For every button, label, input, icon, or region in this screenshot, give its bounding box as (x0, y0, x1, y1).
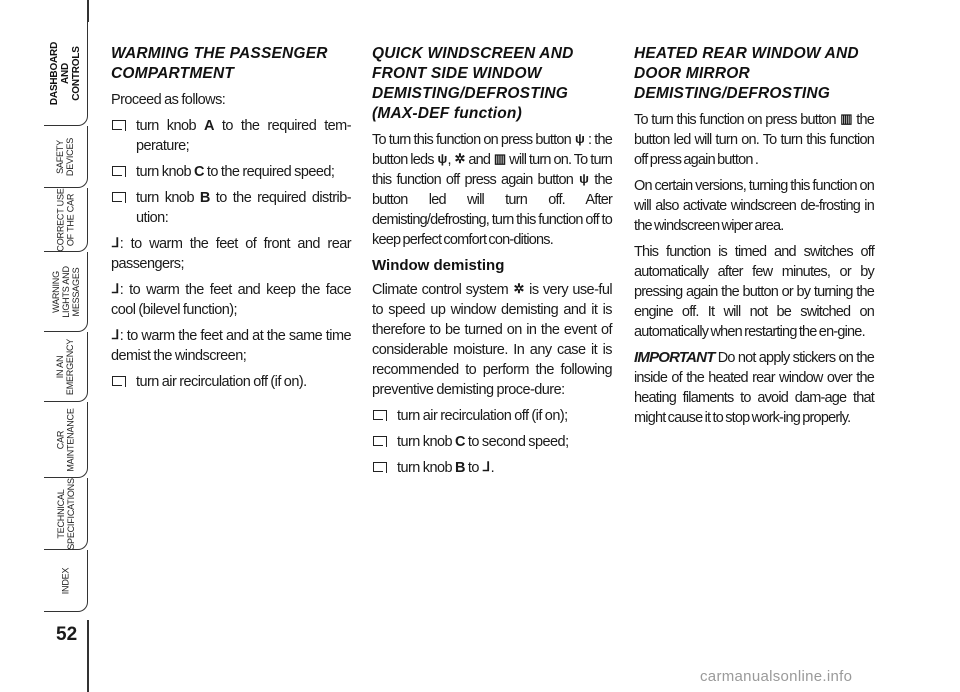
text: To turn this function on press button (634, 112, 840, 128)
tab-car-maintenance[interactable] (44, 402, 88, 478)
text: Do not apply stickers on the inside of the heated rear window over the heating filaments to avoid dam-age that might cause it to stop work-ing properly. (634, 350, 874, 426)
list-item: turn knob B to ⅃. (372, 458, 612, 478)
tab-warning-lights[interactable] (44, 252, 88, 332)
tab-label: INDEX (60, 567, 71, 594)
text: turn knob (136, 164, 194, 180)
text: : the button leds (372, 132, 612, 168)
watermark: carmanualsonline.info (700, 668, 853, 685)
checkbox-bullet-icon (374, 436, 387, 447)
tab-label: DASHBOARD AND CONTROLS (49, 41, 83, 106)
max-def-icon: ψ (579, 171, 589, 186)
paragraph (111, 326, 351, 366)
text: and (465, 152, 493, 168)
checkbox-bullet-icon (374, 462, 387, 473)
text: : to warm the feet and at the same time demist the windscreen; (111, 328, 351, 364)
text: : to warm the feet of front and rear passengers; (111, 236, 351, 272)
text: turn knob (397, 460, 455, 476)
list-item (111, 188, 351, 228)
tab-label: TECHNICAL SPECIFICATIONS (55, 477, 76, 550)
rear-window-icon: ▥ (493, 151, 506, 166)
important-label: IMPORTANT (634, 349, 715, 366)
fan-icon: ✲ (454, 151, 465, 166)
subsection-title: Window demisting (372, 257, 505, 274)
text: turn knob (136, 190, 200, 206)
text: turn air recirculation off (if on). (136, 374, 307, 390)
checkbox-bullet-icon (113, 120, 126, 131)
tab-rule-top (87, 0, 89, 22)
fan-icon: ✲ (513, 281, 524, 296)
checkbox-bullet-icon (113, 166, 126, 177)
paragraph (111, 234, 351, 274)
text: to second speed; (464, 434, 569, 450)
tab-index[interactable] (44, 550, 88, 612)
feet-vent-icon: ⅃ (112, 235, 119, 250)
paragraph (372, 280, 612, 400)
text: to (464, 460, 482, 476)
column-warming (111, 44, 351, 398)
text: Climate control system (372, 282, 513, 298)
feet-face-vent-icon: ⅃ (112, 281, 119, 296)
section-title: WARMING THE PASSENGER COMPARTMENT (111, 45, 328, 82)
column-max-def (372, 44, 612, 484)
knob-letter: C (194, 164, 204, 180)
feet-windscreen-vent-icon: ⅃ (112, 327, 119, 342)
page-number: 52 (56, 624, 78, 645)
text: the button led will turn off. After demisting/defrosting, turn this function off to keep perfect comfort con-ditions. (372, 172, 612, 248)
tab-correct-use[interactable] (44, 188, 88, 252)
feet-windscreen-vent-icon: ⅃ (482, 459, 490, 474)
paragraph (634, 110, 874, 170)
tab-label: WARNING LIGHTS AND MESSAGES (50, 265, 81, 318)
section-title: QUICK WINDSCREEN AND FRONT SIDE WINDOW DEMISTING/DEFROSTING (MAX-DEF function) (372, 45, 574, 122)
text: , (447, 152, 454, 168)
checkbox-bullet-icon (113, 376, 126, 387)
paragraph: This function is timed and switches off automatically after few minutes, or by pressing again the button or by turning the engine off. It will not be switched on automatically when restarting the en-gine. (634, 244, 874, 340)
list-item (111, 116, 351, 156)
list-item (111, 162, 351, 182)
knob-letter: C (455, 434, 465, 450)
knob-letter: B (199, 190, 210, 206)
list-item (111, 372, 351, 392)
tab-label: CAR MAINTENANCE (55, 407, 76, 472)
page-rule (87, 620, 89, 692)
paragraph: Proceed as follows: (111, 92, 226, 108)
text: will turn on. To turn this function off press again button (372, 152, 612, 188)
text: the button led will turn on. To turn this function off press again button . (634, 112, 874, 168)
text: to the required speed; (203, 164, 335, 180)
knob-letter: A (204, 118, 214, 134)
max-def-icon: ψ (574, 131, 584, 146)
list-item (372, 406, 612, 426)
checkbox-bullet-icon (374, 410, 387, 421)
text: turn air recirculation off (if on); (397, 408, 568, 424)
tab-label: CORRECT USE OF THE CAR (55, 187, 76, 252)
text: To turn this function on press button (372, 132, 574, 148)
text: to the required distrib-ution: (136, 190, 351, 226)
text: is very use-ful to speed up window demisting and it is therefore to be turned on in the event of considerable moisture. In any case it is recommended to perform the following preventive demisting proce-dure: (372, 282, 613, 398)
tab-label: SAFETY DEVICES (55, 137, 76, 176)
tab-dashboard-and-controls[interactable] (44, 22, 88, 126)
max-def-icon: ψ (437, 151, 447, 166)
section-title: HEATED REAR WINDOW AND DOOR MIRROR DEMISTING/DEFROSTING (634, 45, 859, 102)
text: turn knob (136, 118, 205, 134)
list-item (372, 432, 612, 452)
tab-label: IN AN EMERGENCY (55, 338, 76, 395)
paragraph (634, 348, 874, 428)
tab-safety-devices[interactable] (44, 126, 88, 188)
paragraph (111, 280, 351, 320)
column-heated-rear-window (634, 44, 874, 434)
checkbox-bullet-icon (113, 192, 126, 203)
text: to the required tem-perature; (136, 118, 351, 154)
tab-in-an-emergency[interactable] (44, 332, 88, 402)
text: turn knob (397, 434, 455, 450)
rear-window-icon: ▥ (840, 111, 852, 126)
text: : to warm the feet and keep the face cool (bilevel function); (111, 282, 351, 318)
section-tabs (0, 0, 100, 692)
paragraph: On certain versions, turning this function on will also activate windscreen de-frosting in the windscreen wiper area. (634, 178, 874, 234)
tab-technical-specifications[interactable] (44, 478, 88, 550)
paragraph (372, 130, 612, 250)
knob-letter: B (455, 460, 465, 476)
